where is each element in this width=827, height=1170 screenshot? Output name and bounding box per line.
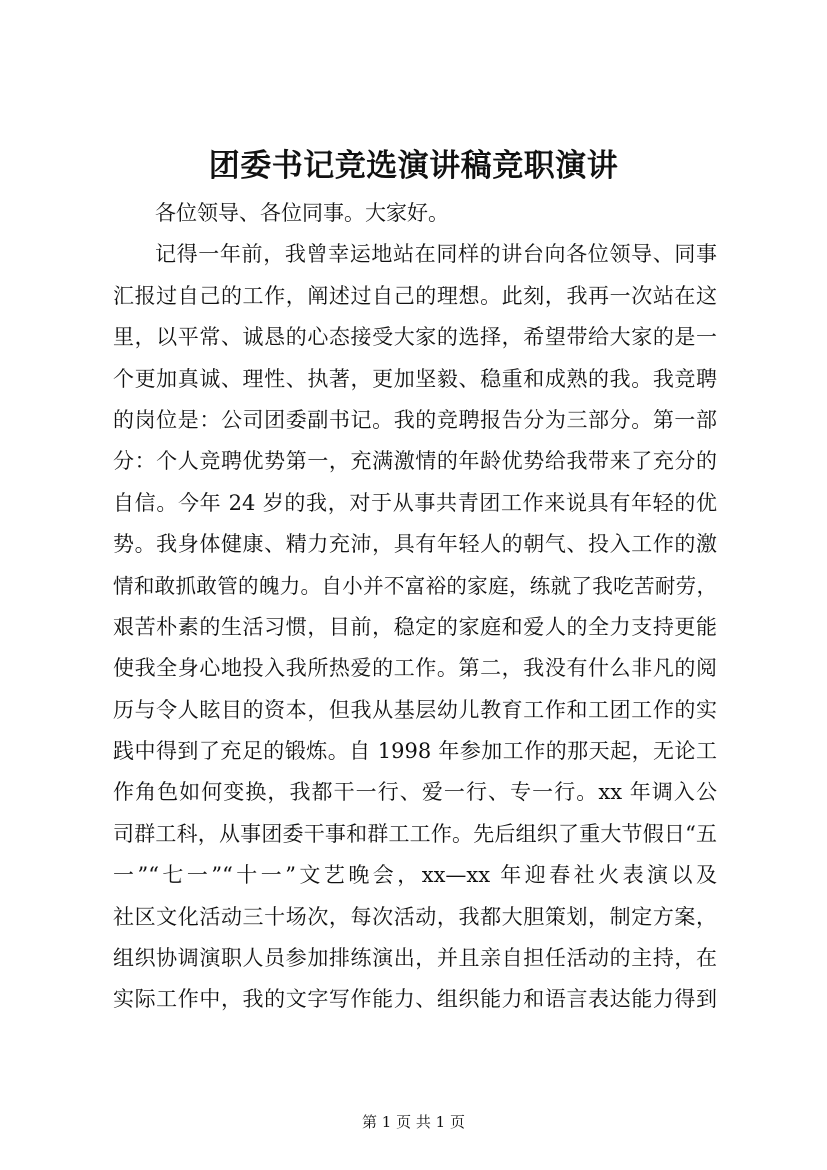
paragraph-line: 组织协调演职人员参加排练演出，并且亲自担任活动的主持，在 (113, 946, 717, 971)
paragraph-line: 司群工科，从事团委干事和群工工作。先后组织了重大节假日“五 (113, 821, 717, 846)
paragraph-line: 记得一年前，我曾幸运地站在同样的讲台向各位领导、同事 (155, 242, 717, 267)
paragraph-line: 历与令人眩目的资本，但我从基层幼儿教育工作和工团工作的实 (113, 697, 717, 722)
paragraph-line: 社区文化活动三十场次，每次活动，我都大胆策划，制定方案， (113, 904, 717, 929)
paragraph-line: 各位领导、各位同事。大家好。 (155, 201, 449, 225)
paragraph-line: 一”“七一”“十一”文艺晚会，xx—xx 年迎春社火表演以及 (113, 863, 717, 888)
paragraph-line: 势。我身体健康、精力充沛，具有年轻人的朝气、投入工作的激 (113, 532, 717, 557)
paragraph-line: 践中得到了充足的锻炼。自 1998 年参加工作的那天起，无论工 (113, 739, 717, 764)
page-footer: 第 1 页 共 1 页 (362, 1113, 465, 1131)
paragraph-line: 实际工作中，我的文字写作能力、组织能力和语言表达能力得到 (113, 987, 717, 1012)
document-body (113, 193, 717, 1021)
paragraph-line: 里，以平常、诚恳的心态接受大家的选择，希望带给大家的是一 (113, 325, 717, 350)
paragraph-line: 的岗位是：公司团委副书记。我的竞聘报告分为三部分。第一部 (113, 407, 717, 432)
paragraph-line: 自信。今年 24 岁的我，对于从事共青团工作来说具有年轻的优 (113, 490, 717, 515)
paragraph-line: 使我全身心地投入我所热爱的工作。第二，我没有什么非凡的阅 (113, 656, 717, 681)
paragraph-line: 分：个人竞聘优势第一，充满激情的年龄优势给我带来了充分的 (113, 449, 717, 474)
paragraph-line: 作角色如何变换，我都干一行、爱一行、专一行。xx 年调入公 (113, 780, 717, 805)
paragraph-line: 汇报过自己的工作，阐述过自己的理想。此刻，我再一次站在这 (113, 283, 717, 308)
paragraph-line: 情和敢抓敢管的魄力。自小并不富裕的家庭，练就了我吃苦耐劳， (113, 573, 717, 598)
document-title: 团委书记竞选演讲稿竞职演讲 (208, 148, 619, 184)
paragraph-line: 个更加真诚、理性、执著，更加坚毅、稳重和成熟的我。我竞聘 (113, 366, 717, 391)
paragraph-line: 艰苦朴素的生活习惯，目前，稳定的家庭和爱人的全力支持更能 (113, 614, 717, 639)
